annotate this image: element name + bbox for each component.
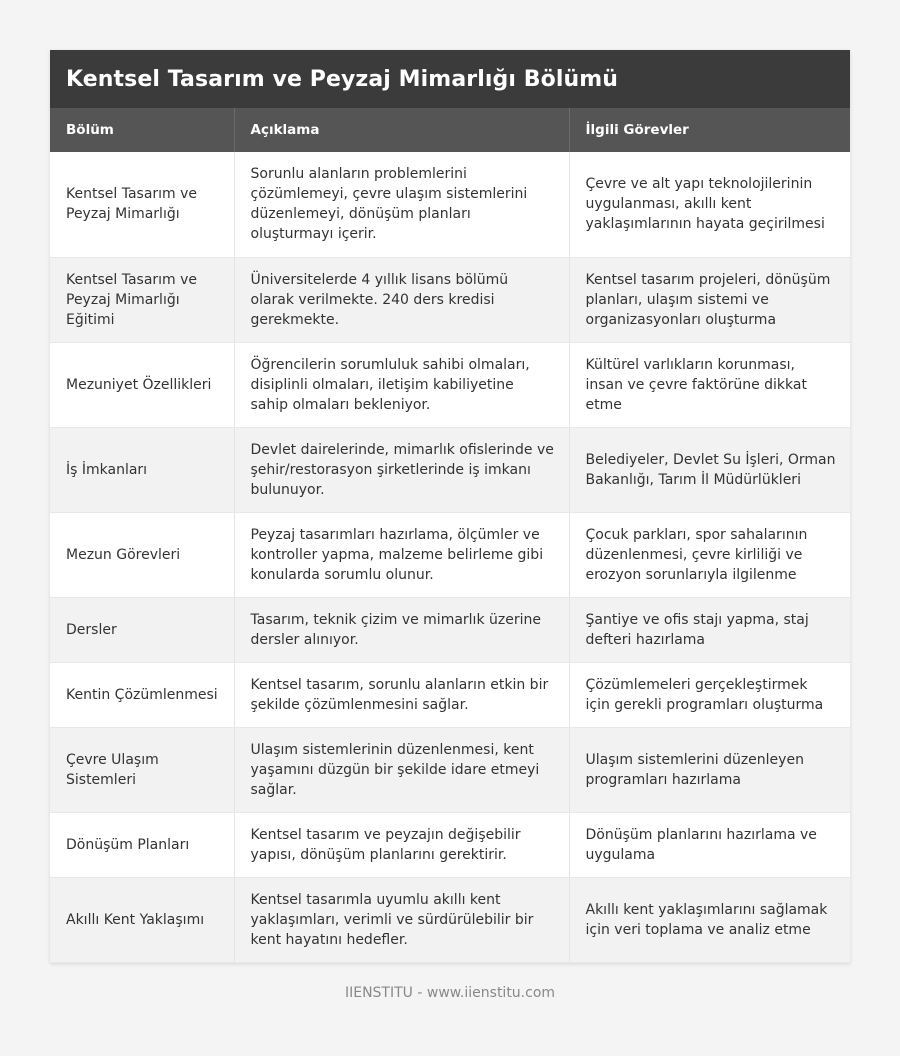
cell-gorevler: Dönüşüm planlarını hazırlama ve uygulama <box>569 812 850 877</box>
column-header-gorevler: İlgili Görevler <box>569 108 850 152</box>
cell-bolum: Akıllı Kent Yaklaşımı <box>50 877 234 962</box>
cell-gorevler: Kültürel varlıkların korunması, insan ve çevre faktörüne dikkat etme <box>569 342 850 427</box>
table-row <box>50 152 850 257</box>
cell-bolum: Dönüşüm Planları <box>50 812 234 877</box>
cell-gorevler: Şantiye ve ofis stajı yapma, staj defteri hazırlama <box>569 597 850 662</box>
cell-bolum: Çevre Ulaşım Sistemleri <box>50 727 234 812</box>
table-row <box>50 257 850 342</box>
cell-bolum: Dersler <box>50 597 234 662</box>
table-card <box>50 50 850 963</box>
cell-aciklama: Devlet dairelerinde, mimarlık ofislerinde ve şehir/restorasyon şirketlerinde iş imkanı bulunuyor. <box>234 427 569 512</box>
table-row <box>50 662 850 727</box>
cell-aciklama: Kentsel tasarım, sorunlu alanların etkin bir şekilde çözümlenmesini sağlar. <box>234 662 569 727</box>
cell-bolum: Kentin Çözümlenmesi <box>50 662 234 727</box>
cell-gorevler: Kentsel tasarım projeleri, dönüşüm planları, ulaşım sistemi ve organizasyonları oluşturma <box>569 257 850 342</box>
table-header <box>50 108 850 152</box>
cell-aciklama: Peyzaj tasarımları hazırlama, ölçümler ve kontroller yapma, malzeme belirleme gibi konularda sorumlu olunur. <box>234 512 569 597</box>
table-row <box>50 512 850 597</box>
cell-aciklama: Kentsel tasarımla uyumlu akıllı kent yaklaşımları, verimli ve sürdürülebilir bir kent hayatını hedefler. <box>234 877 569 962</box>
table-row <box>50 812 850 877</box>
page-title: Kentsel Tasarım ve Peyzaj Mimarlığı Bölümü <box>50 50 850 108</box>
table-row <box>50 727 850 812</box>
cell-gorevler: Çocuk parkları, spor sahalarının düzenlenmesi, çevre kirliliği ve erozyon sorunlarıyla ilgilenme <box>569 512 850 597</box>
table-row <box>50 342 850 427</box>
cell-aciklama: Kentsel tasarım ve peyzajın değişebilir yapısı, dönüşüm planlarını gerektirir. <box>234 812 569 877</box>
table-row <box>50 877 850 962</box>
table-row <box>50 597 850 662</box>
cell-bolum: Kentsel Tasarım ve Peyzaj Mimarlığı <box>50 152 234 257</box>
table-body <box>50 152 850 962</box>
data-table <box>50 108 850 963</box>
cell-gorevler: Ulaşım sistemlerini düzenleyen programları hazırlama <box>569 727 850 812</box>
cell-bolum: Mezun Görevleri <box>50 512 234 597</box>
cell-aciklama: Üniversitelerde 4 yıllık lisans bölümü olarak verilmekte. 240 ders kredisi gerekmekte. <box>234 257 569 342</box>
cell-gorevler: Belediyeler, Devlet Su İşleri, Orman Bakanlığı, Tarım İl Müdürlükleri <box>569 427 850 512</box>
cell-aciklama: Sorunlu alanların problemlerini çözümlemeyi, çevre ulaşım sistemlerini düzenlemeyi, dönüşüm planları oluşturmayı içerir. <box>234 152 569 257</box>
cell-aciklama: Ulaşım sistemlerinin düzenlenmesi, kent yaşamını düzgün bir şekilde idare etmeyi sağlar. <box>234 727 569 812</box>
column-header-aciklama: Açıklama <box>234 108 569 152</box>
cell-gorevler: Akıllı kent yaklaşımlarını sağlamak için veri toplama ve analiz etme <box>569 877 850 962</box>
cell-bolum: Kentsel Tasarım ve Peyzaj Mimarlığı Eğitimi <box>50 257 234 342</box>
table-row <box>50 427 850 512</box>
cell-gorevler: Çözümlemeleri gerçekleştirmek için gerekli programları oluşturma <box>569 662 850 727</box>
cell-aciklama: Öğrencilerin sorumluluk sahibi olmaları, disiplinli olmaları, iletişim kabiliyetine sahip olmaları bekleniyor. <box>234 342 569 427</box>
column-header-bolum: Bölüm <box>50 108 234 152</box>
cell-bolum: İş İmkanları <box>50 427 234 512</box>
cell-aciklama: Tasarım, teknik çizim ve mimarlık üzerine dersler alınıyor. <box>234 597 569 662</box>
cell-gorevler: Çevre ve alt yapı teknolojilerinin uygulanması, akıllı kent yaklaşımlarının hayata geçirilmesi <box>569 152 850 257</box>
footer-credit: IIENSTITU - www.iienstitu.com <box>344 985 556 1001</box>
cell-bolum: Mezuniyet Özellikleri <box>50 342 234 427</box>
